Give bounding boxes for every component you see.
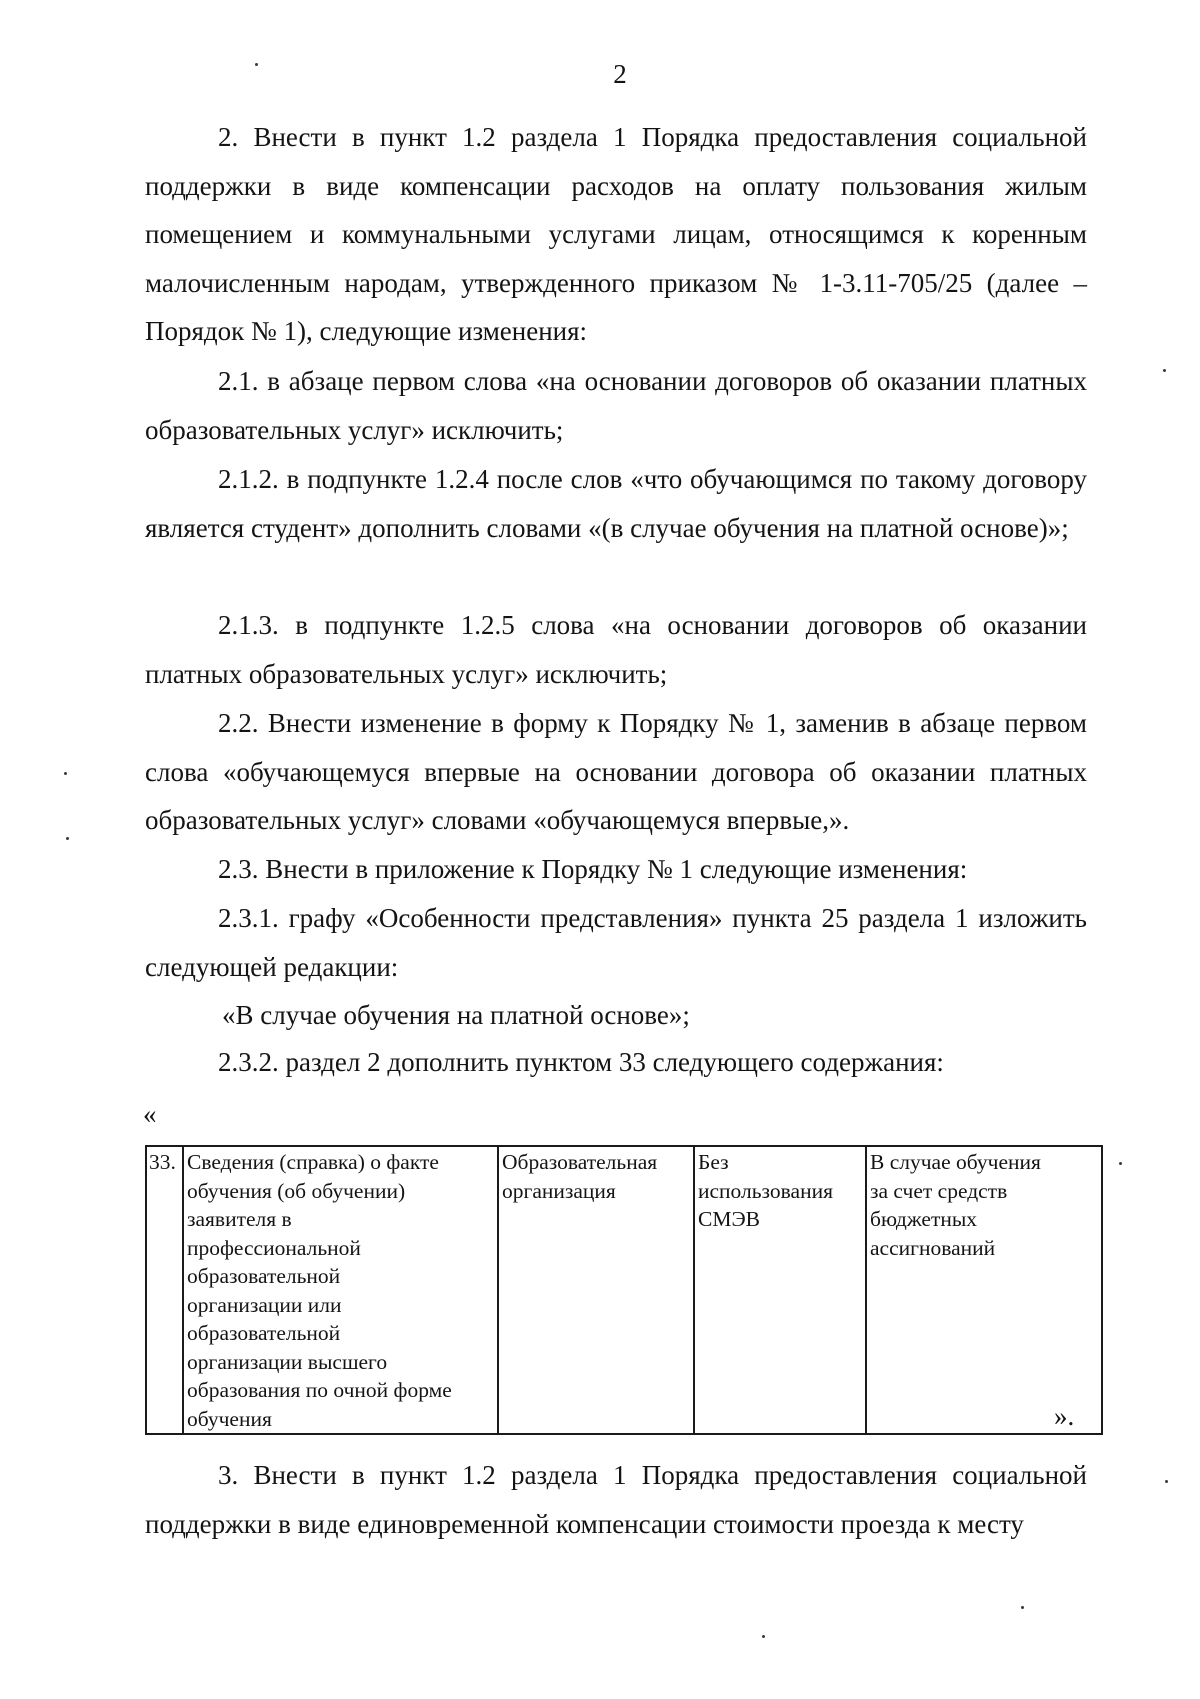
paragraph-2-3-1: 2.3.1. графу «Особенности представления» пункта 25 раздела 1 изложить следующей редакции:: [145, 903, 1087, 982]
inserted-item-table: [145, 1145, 1103, 1435]
scan-speck: [66, 837, 69, 840]
table-row: [146, 1146, 1102, 1434]
paragraph-2-1-2: 2.1.2. в подпункте 1.2.4 после слов «что обучающимся по такому договору является студент» дополнить словами «(в случае обучения на платной основе)»;: [145, 464, 1087, 543]
scan-speck: [1165, 1480, 1168, 1483]
item-number-cell: [146, 1146, 183, 1434]
scan-speck: [762, 1635, 765, 1638]
paragraph-2: 2. Внести в пункт 1.2 раздела 1 Порядка предоставления социальной поддержки в виде компенсации расходов на оплату пользования жилым помещением и коммунальными услугами лицам, относящимся к коренным малочисленным народам, утвержденного приказом № 1-3.11-705/25 (далее – Порядок № 1), следующие изменения:: [145, 122, 1087, 346]
scan-speck: [1021, 1606, 1024, 1609]
paragraph-2-1: 2.1. в абзаце первом слова «на основании договоров об оказании платных образовательных услуг» исключить;: [145, 366, 1087, 445]
paragraph-2-3: 2.3. Внести в приложение к Порядку № 1 следующие изменения:: [218, 854, 968, 884]
closing-quote: ».: [1054, 1401, 1075, 1431]
scan-speck: [255, 63, 258, 66]
item-number: 33.: [149, 1150, 176, 1174]
scan-speck: [1163, 369, 1166, 372]
page-number: 2: [613, 59, 627, 89]
submission-note: В случае обучения за счет средств бюджетных ассигнований: [870, 1150, 1041, 1260]
document-name-cell: [183, 1146, 498, 1434]
paragraph-3: 3. Внести в пункт 1.2 раздела 1 Порядка предоставления социальной поддержки в виде единовременной компенсации стоимости проезда к месту: [145, 1460, 1087, 1539]
submission-note-cell: [866, 1146, 1102, 1434]
request-method: Без использования СМЭВ: [698, 1150, 833, 1231]
source-organization-cell: [498, 1146, 694, 1434]
scan-speck: [1119, 1162, 1122, 1165]
opening-quote: «: [143, 1099, 157, 1129]
quoted-wording: «В случае обучения на платной основе»;: [222, 1000, 690, 1030]
paragraph-2-2: 2.2. Внести изменение в форму к Порядку № 1, заменив в абзаце первом слова «обучающемуся впервые на основании договора об оказании платных образовательных услуг» словами «обучающемуся впервые,».: [145, 708, 1087, 835]
paragraph-2-3-2: 2.3.2. раздел 2 дополнить пунктом 33 следующего содержания:: [218, 1047, 944, 1077]
document-name: Сведения (справка) о факте обучения (об обучении) заявителя в профессиональной образовательной организации или образовательной организации высшего образования по очной форме обучения: [187, 1150, 452, 1431]
request-method-cell: [694, 1146, 866, 1434]
source-organization: Образовательная организация: [502, 1150, 658, 1203]
paragraph-2-1-3: 2.1.3. в подпункте 1.2.5 слова «на основании договоров об оказании платных образовательных услуг» исключить;: [145, 610, 1087, 689]
scan-speck: [64, 772, 67, 775]
